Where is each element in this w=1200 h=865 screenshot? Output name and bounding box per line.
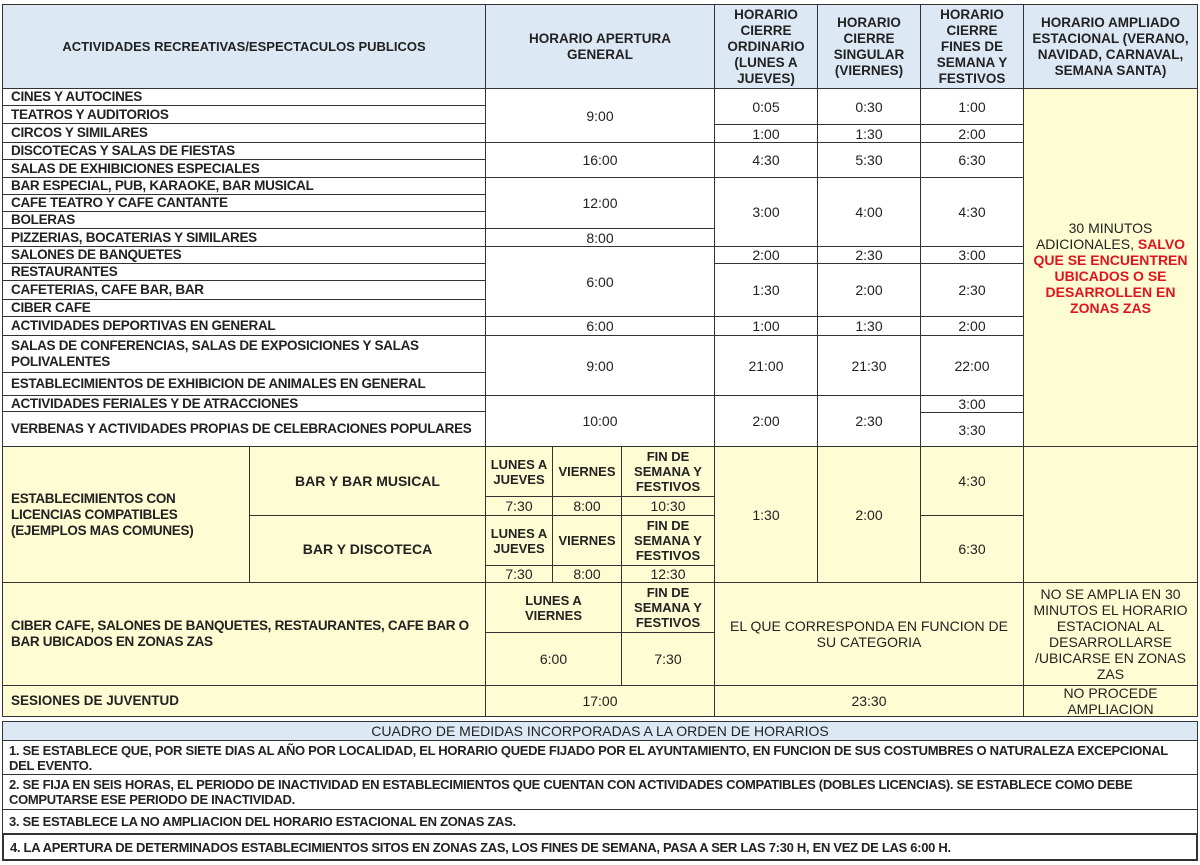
activity-row bbox=[2, 246, 486, 264]
close-singular-value: 21:30 bbox=[851, 357, 887, 374]
opening-value: 8:00 bbox=[586, 229, 614, 246]
opening-cell bbox=[485, 88, 715, 143]
measure-item bbox=[2, 740, 1198, 775]
close-weekend-cell bbox=[920, 395, 1024, 413]
activity-row bbox=[2, 263, 486, 281]
zas-closing-text: EL QUE CORRESPONDA EN FUNCION DE SU CATEGORIA bbox=[730, 618, 1008, 650]
zas-closing bbox=[714, 582, 1024, 686]
close-weekend-cell bbox=[920, 316, 1024, 336]
compatible-label bbox=[2, 446, 250, 583]
activity-row bbox=[2, 105, 486, 124]
day-header bbox=[485, 446, 553, 497]
day-header bbox=[552, 446, 622, 497]
activity-label: PIZZERIAS, BOCATERIAS Y SIMILARES bbox=[11, 229, 257, 245]
zas-time bbox=[485, 632, 622, 686]
opening-value: 6:00 bbox=[586, 273, 614, 290]
compatible-row-name-text: BAR Y DISCOTECA bbox=[302, 541, 433, 557]
activity-label: CAFETERIAS, CAFE BAR, BAR bbox=[11, 282, 204, 297]
close-singular-value: 2:30 bbox=[855, 413, 883, 429]
close-singular-value: 1:30 bbox=[855, 318, 883, 334]
activity-row bbox=[2, 142, 486, 160]
opening-value: 12:00 bbox=[582, 195, 618, 211]
close-weekend-cell bbox=[920, 88, 1024, 125]
activity-row bbox=[2, 411, 486, 447]
close-ordinary-value: 1:00 bbox=[752, 125, 780, 142]
close-weekend-cell bbox=[920, 246, 1024, 264]
close-ordinary-value: 4:30 bbox=[752, 152, 780, 168]
close-singular-cell bbox=[817, 335, 921, 396]
header-activities-text: ACTIVIDADES RECREATIVAS/ESPECTACULOS PUBLICOS bbox=[62, 38, 426, 54]
day-header-text: FIN DE SEMANA Y FESTIVOS bbox=[634, 518, 702, 563]
compatible-time-value: 8:00 bbox=[573, 498, 601, 514]
activity-row bbox=[2, 280, 486, 300]
compatible-close-weekend-value: 6:30 bbox=[958, 541, 986, 557]
close-weekend-value: 2:30 bbox=[958, 282, 986, 298]
close-weekend-cell bbox=[920, 412, 1024, 447]
youth-seasonal-text: NO PROCEDE AMPLIACION bbox=[1063, 685, 1158, 717]
activity-row bbox=[2, 228, 486, 247]
header-close-ordinary bbox=[714, 4, 818, 89]
close-ordinary-value: 0:05 bbox=[752, 98, 780, 115]
header-close-singular bbox=[817, 4, 921, 89]
close-weekend-value: 2:00 bbox=[958, 318, 986, 334]
zas-time-value: 7:30 bbox=[654, 651, 682, 667]
close-singular-value: 5:30 bbox=[855, 152, 883, 168]
close-weekend-value: 1:00 bbox=[958, 98, 986, 115]
youth-seasonal bbox=[1023, 685, 1198, 717]
day-header-text: FIN DE SEMANA Y FESTIVOS bbox=[634, 449, 702, 494]
opening-value: 9:00 bbox=[586, 107, 614, 124]
compatible-close-weekend bbox=[920, 515, 1024, 583]
day-header-text: LUNES A JUEVES bbox=[490, 525, 548, 556]
zas-day-header bbox=[485, 582, 622, 633]
activity-label: SALONES DE BANQUETES bbox=[11, 247, 182, 262]
youth-closing-value: 23:30 bbox=[851, 693, 887, 709]
zas-seasonal-text: NO SE AMPLIA EN 30 MINUTOS EL HORARIO ESTACIONAL AL DESARROLLARSE /UBICARSE EN ZONAS ZAS bbox=[1033, 586, 1188, 682]
close-weekend-value: 6:30 bbox=[958, 152, 986, 168]
compatible-time bbox=[621, 496, 715, 516]
close-weekend-cell bbox=[920, 124, 1024, 143]
compatible-row-name bbox=[249, 515, 486, 583]
compatible-time bbox=[485, 496, 553, 516]
close-singular-cell bbox=[817, 246, 921, 264]
close-weekend-value: 3:00 bbox=[958, 247, 986, 263]
seasonal-text bbox=[1030, 220, 1191, 316]
activity-row bbox=[2, 372, 486, 396]
opening-cell bbox=[485, 228, 715, 247]
seasonal-cell bbox=[1023, 88, 1198, 447]
close-ordinary-value: 3:00 bbox=[752, 204, 780, 220]
activity-label: VERBENAS Y ACTIVIDADES PROPIAS DE CELEBRACIONES POPULARES bbox=[11, 421, 472, 436]
header-close-weekend bbox=[920, 4, 1024, 89]
header-activities bbox=[2, 4, 486, 89]
activity-label: ACTIVIDADES DEPORTIVAS EN GENERAL bbox=[11, 318, 276, 333]
close-weekend-value: 3:00 bbox=[958, 396, 986, 412]
activity-label: CIRCOS Y SIMILARES bbox=[11, 125, 148, 140]
close-ordinary-cell bbox=[714, 246, 818, 264]
youth-label-text: SESIONES DE JUVENTUD bbox=[11, 693, 180, 708]
compatible-close-singular bbox=[817, 446, 921, 583]
close-singular-cell bbox=[817, 177, 921, 247]
activity-label: RESTAURANTES bbox=[11, 264, 118, 279]
close-weekend-value: 22:00 bbox=[954, 357, 990, 374]
measures-title-text: CUADRO DE MEDIDAS INCORPORADAS A LA ORDEN DE HORARIOS bbox=[371, 723, 829, 739]
close-ordinary-cell bbox=[714, 316, 818, 336]
compatible-time-value: 7:30 bbox=[505, 566, 533, 582]
zas-time-value: 6:00 bbox=[539, 651, 568, 667]
activity-row bbox=[2, 123, 486, 143]
close-singular-cell bbox=[817, 316, 921, 336]
activity-label: ESTABLECIMIENTOS DE EXHIBICION DE ANIMALES EN GENERAL bbox=[11, 376, 426, 391]
activity-row bbox=[2, 316, 486, 336]
close-singular-cell bbox=[817, 124, 921, 143]
close-singular-cell bbox=[817, 263, 921, 317]
close-singular-value: 4:00 bbox=[855, 204, 883, 220]
measure-item bbox=[2, 833, 1198, 861]
compatible-time bbox=[485, 565, 553, 583]
activity-row bbox=[2, 194, 486, 212]
youth-opening bbox=[485, 685, 715, 717]
compatible-time-value: 12:30 bbox=[650, 566, 686, 582]
close-singular-cell bbox=[817, 142, 921, 178]
close-singular-value: 2:30 bbox=[855, 247, 883, 263]
close-ordinary-value: 1:00 bbox=[752, 318, 780, 334]
activity-row bbox=[2, 211, 486, 229]
opening-cell bbox=[485, 395, 715, 447]
header-seasonal bbox=[1023, 4, 1198, 89]
zas-day-header-text: FIN DE SEMANA Y FESTIVOS bbox=[634, 585, 702, 630]
activity-label: BOLERAS bbox=[11, 212, 75, 227]
compatible-row-name-text: BAR Y BAR MUSICAL bbox=[295, 473, 440, 489]
activity-row bbox=[2, 177, 486, 195]
compatible-time-value: 7:30 bbox=[505, 498, 533, 514]
day-header-text: VIERNES bbox=[558, 533, 616, 548]
header-close-singular-text: HORARIO CIERRE SINGULAR (VIERNES) bbox=[833, 14, 905, 78]
compatible-close-weekend bbox=[920, 446, 1024, 516]
day-header bbox=[621, 515, 715, 566]
activity-label: DISCOTECAS Y SALAS DE FIESTAS bbox=[11, 143, 235, 158]
activity-label: BAR ESPECIAL, PUB, KARAOKE, BAR MUSICAL bbox=[11, 178, 314, 193]
header-seasonal-text: HORARIO AMPLIADO ESTACIONAL (VERANO, NAVIDAD, CARNAVAL, SEMANA SANTA) bbox=[1032, 14, 1189, 78]
opening-cell bbox=[485, 177, 715, 229]
measures-title bbox=[2, 721, 1198, 741]
close-ordinary-value: 1:30 bbox=[752, 282, 780, 298]
close-weekend-cell bbox=[920, 177, 1024, 247]
close-ordinary-cell bbox=[714, 177, 818, 247]
header-opening bbox=[485, 4, 715, 89]
compatible-close-weekend-value: 4:30 bbox=[958, 473, 986, 489]
compatible-time bbox=[552, 496, 622, 516]
compatible-label-text: ESTABLECIMIENTOS CON LICENCIAS COMPATIBLES (EJEMPLOS MAS COMUNES) bbox=[11, 490, 194, 538]
youth-opening-value: 17:00 bbox=[582, 693, 618, 709]
opening-cell bbox=[485, 246, 715, 317]
compatible-time bbox=[552, 565, 622, 583]
close-weekend-cell bbox=[920, 142, 1024, 178]
opening-cell bbox=[485, 142, 715, 178]
compatible-time-value: 10:30 bbox=[650, 498, 686, 514]
measure-item-text: 2. SE FIJA EN SEIS HORAS, EL PERIODO DE INACTIVIDAD EN ESTABLECIMIENTOS QUE CUENTAN CON ACTIVIDADES COMPATIBLES (DOBLES LICENCIAS). SE ESTABLECE COMO DEBE COMPUTARSE ESE PERIODO DE INACTIVIDAD. bbox=[9, 777, 1133, 807]
zas-day-header bbox=[621, 582, 715, 633]
compatible-seasonal-empty bbox=[1023, 446, 1198, 583]
measure-item bbox=[2, 809, 1198, 834]
opening-value: 9:00 bbox=[586, 357, 614, 374]
day-header bbox=[621, 446, 715, 497]
close-singular-cell bbox=[817, 395, 921, 447]
activity-row bbox=[2, 335, 486, 373]
activity-label: ACTIVIDADES FERIALES Y DE ATRACCIONES bbox=[11, 395, 298, 411]
activity-row bbox=[2, 159, 486, 178]
activity-label: SALAS DE EXHIBICIONES ESPECIALES bbox=[11, 160, 260, 176]
close-ordinary-cell bbox=[714, 395, 818, 447]
close-ordinary-cell bbox=[714, 88, 818, 125]
opening-value: 10:00 bbox=[582, 413, 618, 429]
activity-label: TEATROS Y AUDITORIOS bbox=[11, 106, 169, 122]
day-header bbox=[552, 515, 622, 566]
close-weekend-cell bbox=[920, 335, 1024, 396]
seasonal-text-red: SALVO QUE SE ENCUENTREN UBICADOS O SE DESARROLLEN EN ZONAS ZAS bbox=[1033, 235, 1188, 316]
compatible-close-ordinary bbox=[714, 446, 818, 583]
opening-value: 16:00 bbox=[582, 152, 618, 168]
activity-row bbox=[2, 88, 486, 106]
compatible-close-singular-value: 2:00 bbox=[855, 506, 883, 523]
header-close-weekend-text: HORARIO CIERRE FINES DE SEMANA Y FESTIVOS bbox=[936, 6, 1008, 86]
compatible-row-name bbox=[249, 446, 486, 516]
close-ordinary-cell bbox=[714, 335, 818, 396]
close-weekend-cell bbox=[920, 263, 1024, 317]
close-ordinary-cell bbox=[714, 142, 818, 178]
close-ordinary-cell bbox=[714, 124, 818, 143]
zas-time bbox=[621, 632, 715, 686]
zas-day-header-text: LUNES A VIERNES bbox=[524, 592, 583, 623]
close-ordinary-cell bbox=[714, 263, 818, 317]
opening-cell bbox=[485, 335, 715, 396]
close-weekend-value: 3:30 bbox=[958, 421, 986, 438]
activity-row bbox=[2, 299, 486, 317]
close-weekend-value: 4:30 bbox=[958, 204, 986, 220]
opening-cell bbox=[485, 316, 715, 336]
close-singular-cell bbox=[817, 88, 921, 125]
measure-item-text: 4. LA APERTURA DE DETERMINADOS ESTABLECIMIENTOS SITOS EN ZONAS ZAS, LOS FINES DE SEMANA, PASA A SER LAS 7:30 H, EN VEZ DE LAS 6:00 H. bbox=[10, 839, 951, 855]
close-singular-value: 1:30 bbox=[855, 125, 883, 142]
measure-item bbox=[2, 774, 1198, 810]
header-opening-text: HORARIO APERTURA GENERAL bbox=[528, 30, 671, 62]
close-ordinary-value: 21:00 bbox=[748, 357, 784, 374]
close-weekend-value: 2:00 bbox=[958, 125, 986, 142]
activity-label: CIBER CAFE bbox=[11, 300, 91, 315]
close-singular-value: 0:30 bbox=[855, 98, 883, 115]
zas-label-text: CIBER CAFE, SALONES DE BANQUETES, RESTAURANTES, CAFE BAR O BAR UBICADOS EN ZONAS ZAS bbox=[11, 618, 469, 649]
header-close-ordinary-text: HORARIO CIERRE ORDINARIO (LUNES A JUEVES) bbox=[727, 6, 805, 86]
compatible-time bbox=[621, 565, 715, 583]
close-ordinary-value: 2:00 bbox=[752, 247, 780, 263]
activity-label: CINES Y AUTOCINES bbox=[11, 89, 142, 104]
zas-seasonal bbox=[1023, 582, 1198, 686]
compatible-close-ordinary-value: 1:30 bbox=[752, 506, 780, 523]
measure-item-text: 3. SE ESTABLECE LA NO AMPLIACION DEL HORARIO ESTACIONAL EN ZONAS ZAS. bbox=[9, 814, 516, 829]
opening-value: 6:00 bbox=[586, 318, 614, 334]
compatible-time-value: 8:00 bbox=[573, 566, 601, 582]
activity-label: CAFE TEATRO Y CAFE CANTANTE bbox=[11, 195, 228, 210]
close-singular-value: 2:00 bbox=[855, 282, 883, 298]
activity-label: SALAS DE CONFERENCIAS, SALAS DE EXPOSICIONES Y SALAS POLIVALENTES bbox=[11, 338, 419, 369]
zas-label bbox=[2, 582, 486, 686]
day-header-text: LUNES A JUEVES bbox=[490, 456, 548, 487]
day-header bbox=[485, 515, 553, 566]
youth-label bbox=[2, 685, 486, 717]
seasonal-text-black: 30 MINUTOS ADICIONALES, bbox=[1035, 219, 1153, 252]
day-header-text: VIERNES bbox=[558, 464, 616, 479]
activity-row bbox=[2, 395, 486, 412]
measure-item-text: 1. SE ESTABLECE QUE, POR SIETE DIAS AL AÑO POR LOCALIDAD, EL HORARIO QUEDE FIJADO POR EL AYUNTAMIENTO, EN FUNCION DE SUS COSTUMBRES O NATURALEZA EXCEPCIONAL DEL EVENTO. bbox=[9, 742, 1168, 773]
close-ordinary-value: 2:00 bbox=[752, 413, 780, 429]
youth-closing bbox=[714, 685, 1024, 717]
